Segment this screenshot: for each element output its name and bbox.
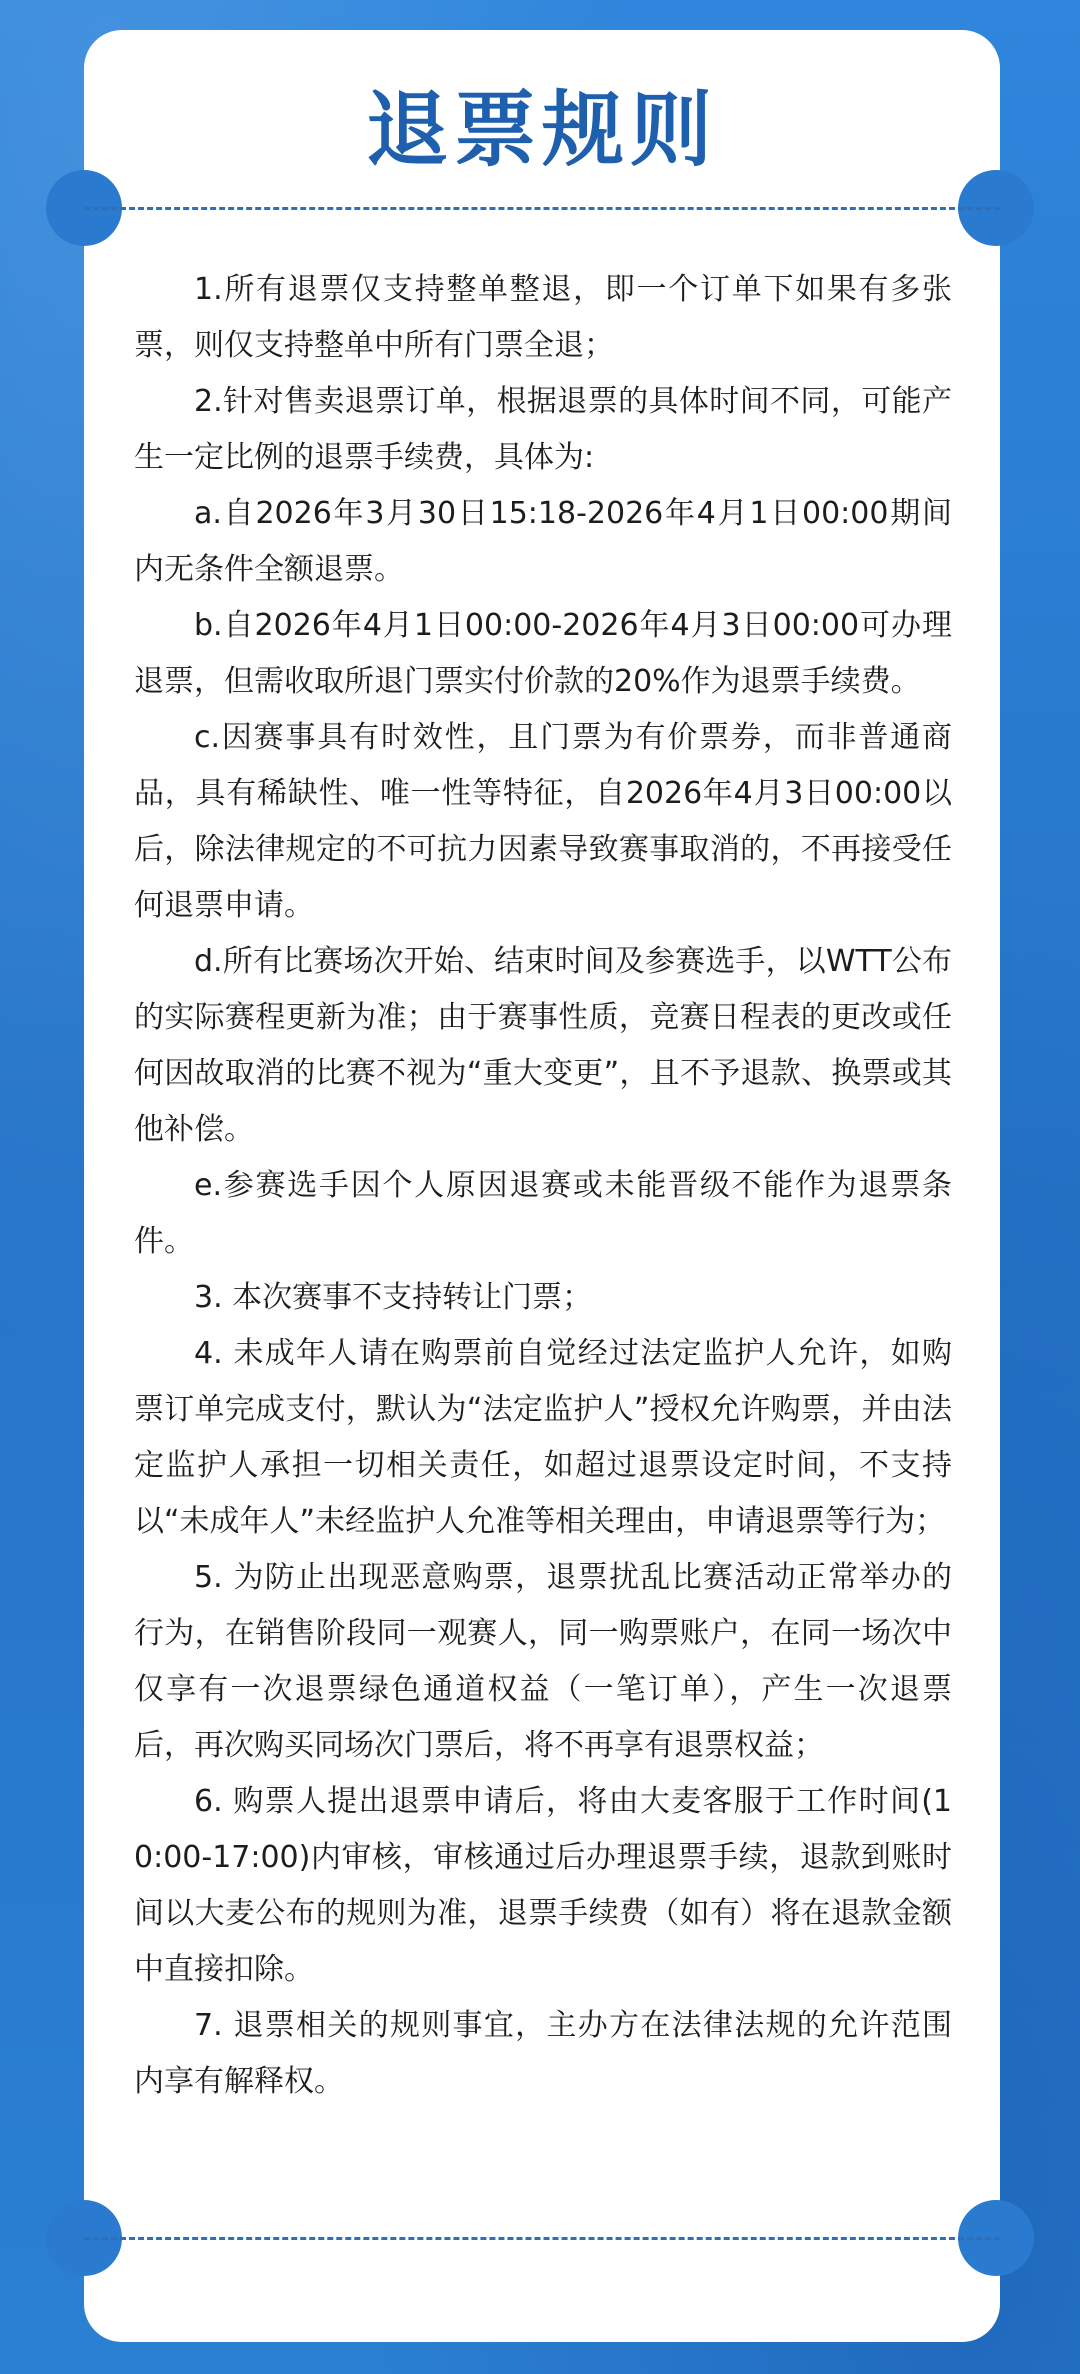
rule-paragraph-2d: d.所有比赛场次开始、结束时间及参赛选手，以WTT公布的实际赛程更新为准；由于赛事性质，竞赛日程表的更改或任何因故取消的比赛不视为“重大变更”，且不予退款、换票或其他补偿。 (134, 944, 952, 1147)
divider-top (84, 207, 1000, 210)
rule-paragraph-4: 4. 未成年人请在购票前自觉经过法定监护人允许，如购票订单完成支付，默认为“法定监护人”授权允许购票，并由法定监护人承担一切相关责任，如超过退票设定时间，不支持以“未成年人”未经监护人允准等相关理由，申请退票等行为； (134, 1336, 952, 1539)
divider-bottom (84, 2237, 1000, 2240)
rule-paragraph-7: 7. 退票相关的规则事宜，主办方在法律法规的允许范围内享有解释权。 (134, 2008, 952, 2099)
rule-paragraph-2b: b.自2026年4月1日00:00-2026年4月3日00:00可办理退票，但需收取所退门票实付价款的20%作为退票手续费。 (134, 608, 952, 699)
rule-paragraph-2c: c.因赛事具有时效性，且门票为有价票券，而非普通商品，具有稀缺性、唯一性等特征，自2026年4月3日00:00以后，除法律规定的不可抗力因素导致赛事取消的，不再接受任何退票申请。 (134, 720, 952, 923)
rule-paragraph-2: 2.针对售卖退票订单，根据退票的具体时间不同，可能产生一定比例的退票手续费，具体为: (134, 384, 952, 475)
page-title: 退票规则 (365, 83, 718, 178)
rules-content (134, 262, 952, 2110)
rule-paragraph-2e: e.参赛选手因个人原因退赛或未能晋级不能作为退票条件。 (134, 1168, 952, 1259)
rule-paragraph-6: 6. 购票人提出退票申请后，将由大麦客服于工作时间(10:00-17:00)内审核，审核通过后办理退票手续，退款到账时间以大麦公布的规则为准，退票手续费（如有）将在退款金额中直接扣除。 (134, 1784, 952, 1987)
rule-paragraph-5: 5. 为防止出现恶意购票，退票扰乱比赛活动正常举办的行为，在销售阶段同一观赛人，同一购票账户，在同一场次中仅享有一次退票绿色通道权益（一笔订单），产生一次退票后，再次购买同场次门票后，将不再享有退票权益； (134, 1560, 952, 1763)
rule-paragraph-2a: a.自2026年3月30日15:18-2026年4月1日00:00期间内无条件全额退票。 (134, 496, 952, 587)
rule-paragraph-3: 3. 本次赛事不支持转让门票； (194, 1280, 593, 1315)
rule-paragraph-1: 1.所有退票仅支持整单整退，即一个订单下如果有多张票，则仅支持整单中所有门票全退； (134, 272, 952, 363)
